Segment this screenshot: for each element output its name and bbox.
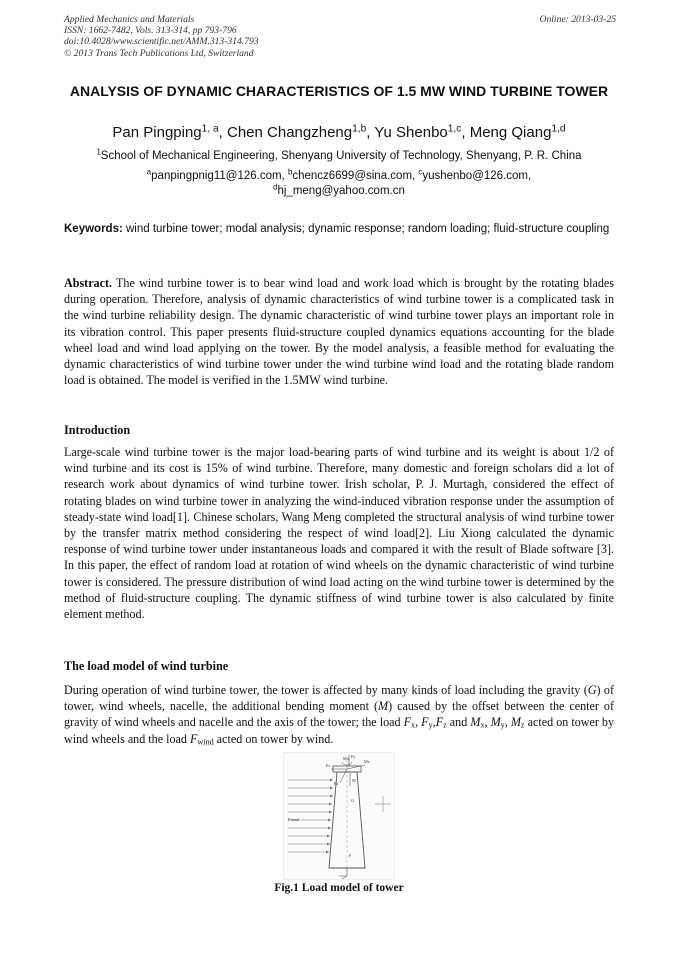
figure-caption: Fig.1 Load model of tower	[274, 882, 404, 894]
issn-line: ISSN: 1662-7482, Vols. 313-314, pp 793-796	[64, 25, 237, 37]
section-heading-introduction: Introduction	[64, 423, 131, 437]
keywords-label: Keywords:	[64, 223, 123, 235]
email-link[interactable]: panpingpnig11@126.com,	[151, 170, 285, 182]
load-model-text: During operation of wind turbine tower, the tower is affected by many kinds of load including the gravity (G) of tower, wind wheels, nacelle, the additional bending moment (M) caused by the offset between the center of gravity of wind wheels and nacelle and the axis of the tower; the load $F_x$, $F_y,F_z$ and $M_x$, $M_y$, $M_z$ acted on tower by wind wheels and the load $F_{wind}$ acted on tower by wind.	[64, 683, 615, 747]
author-name: Pan Pingping	[112, 124, 202, 141]
label-m: M	[352, 778, 356, 783]
label-fwind: Fwind	[288, 817, 299, 822]
label-mx: Mx	[343, 756, 349, 761]
label-mz: Mz	[364, 759, 370, 764]
journal-name: Applied Mechanics and Materials	[64, 14, 195, 25]
label-fz: Fz	[334, 781, 339, 786]
author-name: Chen Changzheng	[227, 124, 353, 141]
email-list: $^a$panpingpnig11@126.com, $^b$chencz6699@sina.com, $^c$yushenbo@126.com, $^d$hj_meng@yahoo.com.cn	[146, 167, 532, 197]
introduction-text: Large-scale wind turbine tower is the major load-bearing parts of wind turbine and its weight is about 1/2 of wind turbine and its cost is 15% of wind turbine. Therefore, many domestic and foreign scholars did a lot of research work about dynamics of wind turbine tower. Irish scholar, P. J. Murtagh, considered the effect of rotating blades on wind turbine tower in analyzing the wind-induced vibration response under the assumption of steady-state wind load[1]. Chinese scholars, Wang Meng completed the structural analysis of wind turbine tower by the transfer matrix method considering the respect of wind load[2]. Liu Xiong calculated the dynamic response of wind turbine tower under instantaneous loads and compared it with the result of Blade software [3]. In this paper, the effect of random load at rotation of wind wheels on the dynamic characteristic of wind turbine tower is considered. The pressure distribution of wind load acting on the wind turbine tower is determined by the method of fluid-structure coupling. The dynamic stiffness of wind turbine tower is also calculated by finite element method.	[64, 445, 614, 622]
copyright-line: © 2013 Trans Tech Publications Ltd, Switzerland	[64, 47, 254, 59]
abstract-label: Abstract.	[64, 276, 113, 290]
abstract	[64, 275, 614, 388]
paper-title: ANALYSIS OF DYNAMIC CHARACTERISTICS OF 1.5 MW WIND TURBINE TOWER	[69, 83, 609, 99]
email-link[interactable]: yushenbo@126.com,	[422, 170, 532, 182]
keywords-text: wind turbine tower; modal analysis; dynamic response; random loading; fluid-structure coupling	[126, 223, 610, 235]
section-heading-load-model: The load model of wind turbine	[64, 659, 229, 673]
doi-line: doi:10.4028/www.scientific.net/AMM.313-314.793	[64, 36, 259, 48]
author-sup: 1,b	[352, 123, 367, 135]
online-date: Online: 2013-03-25	[539, 14, 616, 25]
author-list: Pan Pingping$^{1, a}$, Chen Changzheng$^{1,b}$, Yu Shenbo$^{1,c}$, Meng Qiang$^{1,d}$	[112, 123, 566, 141]
label-f: F	[349, 853, 352, 858]
running-header	[64, 14, 616, 59]
email-link[interactable]: chencz6699@sina.com,	[292, 170, 416, 182]
abstract-text: The wind turbine tower is to bear wind load and work load which is brought by the rotating blades during operation. Therefore, analysis of dynamic characteristics of wind turbine tower is a complicated task in the wind turbine reliability design. The dynamic characteristic of wind turbine tower plays an important role in its vibration control. This paper presents fluid-structure coupled dynamics equations accounting for the blade wheel load and wind load applying on the tower. By the model analysis, a feasible method for evaluating the dynamic characteristics of wind turbine tower under the wind turbine wind load and the rotating blade random load is obtained. The model is verified in the 1.5MW wind turbine.	[64, 276, 614, 388]
label-fy: Fy	[351, 754, 356, 759]
author-name: Yu Shenbo	[374, 124, 448, 141]
tower-load-figure	[283, 752, 395, 880]
author-sup: 1,d	[551, 123, 566, 135]
label-g: G	[351, 798, 355, 803]
author-sup: 1,c	[447, 123, 462, 135]
email-link[interactable]: hj_meng@yahoo.com.cn	[277, 185, 405, 197]
affiliation: $^1$School of Mechanical Engineering, Shenyang University of Technology, Shenyang, P. R. China	[96, 147, 582, 162]
keywords	[64, 223, 614, 237]
author-name: Meng Qiang	[469, 124, 552, 141]
author-sup: 1, a	[201, 123, 219, 135]
label-fx: Fx	[326, 763, 331, 768]
